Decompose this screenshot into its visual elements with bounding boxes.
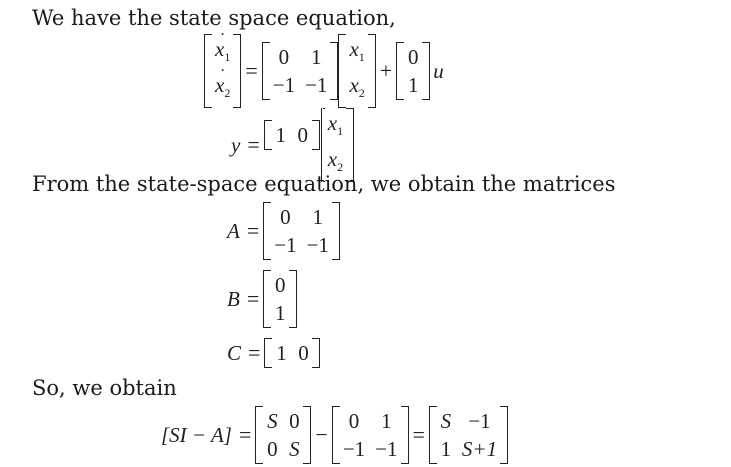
a-cell: 1 [381, 409, 392, 433]
c-cell: 0 [298, 341, 309, 365]
a-cell: 0 [348, 409, 360, 433]
c-cell: 0 [297, 123, 308, 147]
matrix-b-definition [224, 270, 297, 328]
lhs-vector [204, 34, 241, 108]
state-matrix-a [262, 42, 339, 100]
a-cell: −1 [375, 437, 398, 461]
result-cell: 1 [440, 437, 452, 461]
a-cell: 1 [312, 205, 324, 229]
c-cell: 1 [275, 123, 286, 147]
equals-sign: = [247, 132, 260, 158]
minus-sign: − [315, 422, 328, 447]
x2: $x_2$ [327, 147, 344, 175]
input-u: u [433, 58, 444, 83]
state-equation [204, 34, 447, 108]
matrix-si [255, 406, 311, 464]
output-matrix-c [264, 120, 320, 150]
a-cell: −1 [342, 437, 366, 461]
a-label: A [227, 218, 240, 243]
a-cell: 0 [280, 205, 291, 229]
a-cell: 1 [311, 45, 322, 70]
equals-sign: = [248, 340, 261, 365]
si-cell: 0 [267, 437, 278, 461]
matrix-b [263, 270, 297, 328]
si-cell: S [289, 437, 300, 461]
input-matrix-b [396, 42, 430, 100]
equals-sign: = [238, 422, 252, 447]
b-label: B [227, 286, 240, 311]
matrices-intro-text: From the state-space equation, we obtain the matrices [32, 172, 616, 196]
b-cell: 0 [275, 273, 286, 297]
si-cell: 0 [289, 409, 300, 433]
x2-dot: ˙ $x_2$ [215, 72, 230, 106]
a-cell: −1 [272, 73, 296, 98]
a-cell: −1 [274, 233, 297, 257]
plus-sign: + [379, 58, 393, 84]
so-we-obtain-text: So, we obtain [32, 376, 177, 400]
x2: $x_2$ [349, 73, 365, 101]
equals-sign: = [245, 58, 258, 84]
b-cell: 1 [275, 301, 286, 325]
x1: $x_1$ [327, 111, 344, 139]
equals-sign: = [246, 286, 260, 311]
a-cell: −1 [306, 233, 329, 257]
result-matrix [429, 406, 508, 464]
a-cell: 0 [278, 45, 290, 70]
si-minus-a-label: [SI − A] [161, 422, 232, 447]
si-cell: S [267, 409, 278, 433]
matrix-a-definition [224, 202, 340, 260]
a-cell: −1 [305, 73, 328, 98]
c-label: C [227, 340, 242, 365]
c-cell: 1 [276, 341, 287, 365]
equals-sign: = [246, 218, 260, 243]
matrix-c [264, 338, 320, 368]
x1-dot: ˙ $x_1$ [215, 36, 230, 70]
b-cell: 0 [407, 45, 419, 70]
b-cell: 1 [407, 73, 419, 98]
result-cell: S+1 [461, 437, 498, 461]
output-y: y [231, 132, 241, 157]
result-cell: S [440, 409, 452, 433]
equals-sign: = [412, 422, 425, 447]
result-cell: −1 [468, 409, 491, 433]
matrix-a-repeat [332, 406, 409, 464]
si-minus-a-equation [158, 406, 508, 464]
x1: $x_1$ [349, 37, 365, 65]
intro-text: We have the state space equation, [32, 6, 396, 30]
matrix-c-definition [224, 338, 320, 368]
matrix-a [263, 202, 340, 260]
state-vector-x [338, 34, 375, 108]
